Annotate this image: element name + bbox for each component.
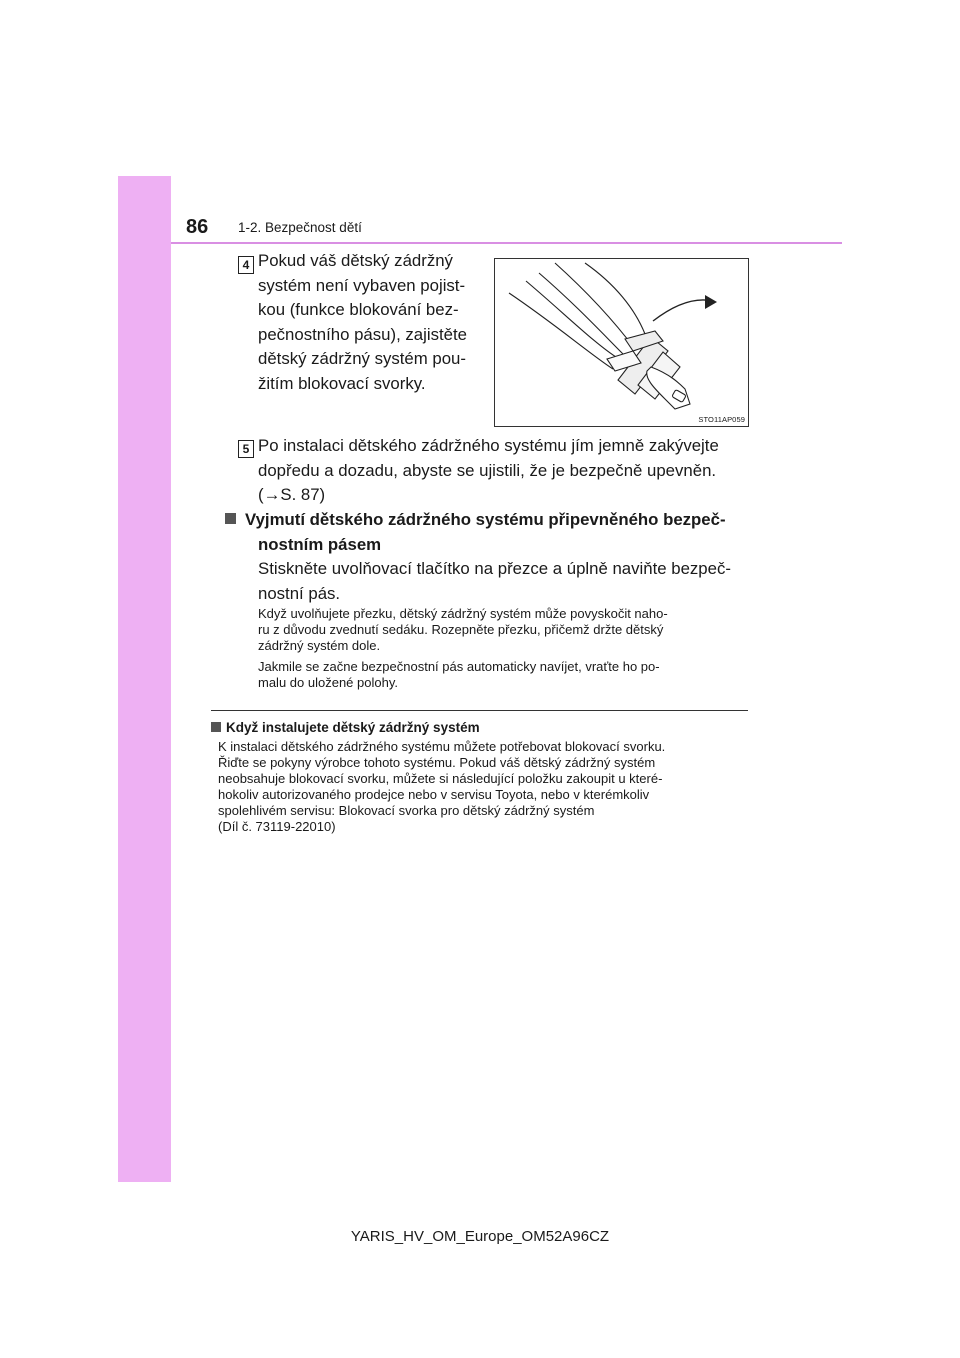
removal-instruction bbox=[258, 557, 745, 606]
heading-line bbox=[225, 508, 745, 533]
section-title: 1-2. Bezpečnost dětí bbox=[238, 220, 362, 235]
text-line: ru z důvodu zvednutí sedáku. Rozepněte přezku, přičemž držte dětský bbox=[258, 622, 664, 637]
text-line: Pokud váš dětský zádržný bbox=[258, 251, 453, 270]
page-number: 86 bbox=[186, 216, 209, 238]
info-body bbox=[218, 739, 748, 835]
text-line: systém není vybaven pojist- bbox=[258, 275, 466, 295]
text-line: hokoliv autorizovaného prodejce nebo v servisu Toyota, nebo v kterémkoliv bbox=[218, 787, 650, 802]
document-id-footer: YARIS_HV_OM_Europe_OM52A96CZ bbox=[350, 1228, 610, 1245]
figure-code: STO11AP059 bbox=[698, 415, 745, 424]
header-rule bbox=[171, 242, 842, 244]
text-line: Když uvolňujete přezku, dětský zádržný systém může povyskočit naho- bbox=[258, 606, 668, 621]
text-line: zádržný systém dole. bbox=[258, 638, 381, 653]
text-line: Po instalaci dětského zádržného systému jím jemně zakývejte bbox=[258, 436, 719, 455]
text-line: žitím blokovací svorky. bbox=[258, 373, 426, 393]
text-line: pečnostního pásu), zajistěte bbox=[258, 324, 467, 344]
removal-note-2 bbox=[258, 659, 745, 691]
chapter-sidebar-tab bbox=[118, 176, 171, 1182]
square-bullet-icon bbox=[225, 513, 236, 524]
info-heading-text: Když instalujete dětský zádržný systém bbox=[226, 720, 480, 735]
heading-text: Vyjmutí dětského zádržného systému připevněného bezpeč- bbox=[245, 510, 726, 529]
step-number-4: 4 bbox=[238, 256, 254, 274]
text-line: neobsahuje blokovací svorku, můžete si následující položku zakoupit u které- bbox=[218, 771, 663, 786]
arrow-right-icon: → bbox=[263, 485, 281, 504]
heading-line: nostním pásem bbox=[258, 534, 382, 554]
step-number-5: 5 bbox=[238, 440, 254, 458]
step-4-text bbox=[258, 249, 478, 396]
locking-clip-drawing bbox=[495, 259, 748, 426]
text-line: Řiďte se pokyny výrobce tohoto systému. Pokud váš dětský zádržný systém bbox=[218, 755, 656, 770]
step-5-text bbox=[258, 434, 745, 508]
text-line: (Díl č. 73119-22010) bbox=[218, 819, 336, 834]
text-line: spolehlivém servisu: Blokovací svorka pro dětský zádržný systém bbox=[218, 803, 595, 818]
reference-paren: ( bbox=[258, 485, 264, 504]
locking-clip-illustration bbox=[494, 258, 749, 427]
page-reference bbox=[258, 483, 745, 508]
removal-heading bbox=[225, 508, 745, 557]
text-line: kou (funkce blokování bez- bbox=[258, 300, 459, 319]
text-line: K instalaci dětského zádržného systému můžete potřebovat blokovací svorku. bbox=[218, 739, 666, 754]
text-line: malu do uložené polohy. bbox=[258, 675, 398, 690]
removal-note-1 bbox=[258, 606, 745, 654]
text-line: dopředu a dozadu, abyste se ujistili, že je bezpečně upevněn. bbox=[258, 460, 717, 480]
info-heading bbox=[211, 720, 480, 735]
section-divider bbox=[211, 710, 748, 711]
text-line: Jakmile se začne bezpečnostní pás automaticky navíjet, vraťte ho po- bbox=[258, 659, 660, 674]
square-bullet-icon bbox=[211, 722, 221, 732]
text-line: dětský zádržný systém pou- bbox=[258, 349, 466, 368]
text-line: Stiskněte uvolňovací tlačítko na přezce a úplně naviňte bezpeč- bbox=[258, 559, 731, 578]
reference-text: S. 87) bbox=[280, 485, 326, 504]
text-line: nostní pás. bbox=[258, 583, 341, 603]
